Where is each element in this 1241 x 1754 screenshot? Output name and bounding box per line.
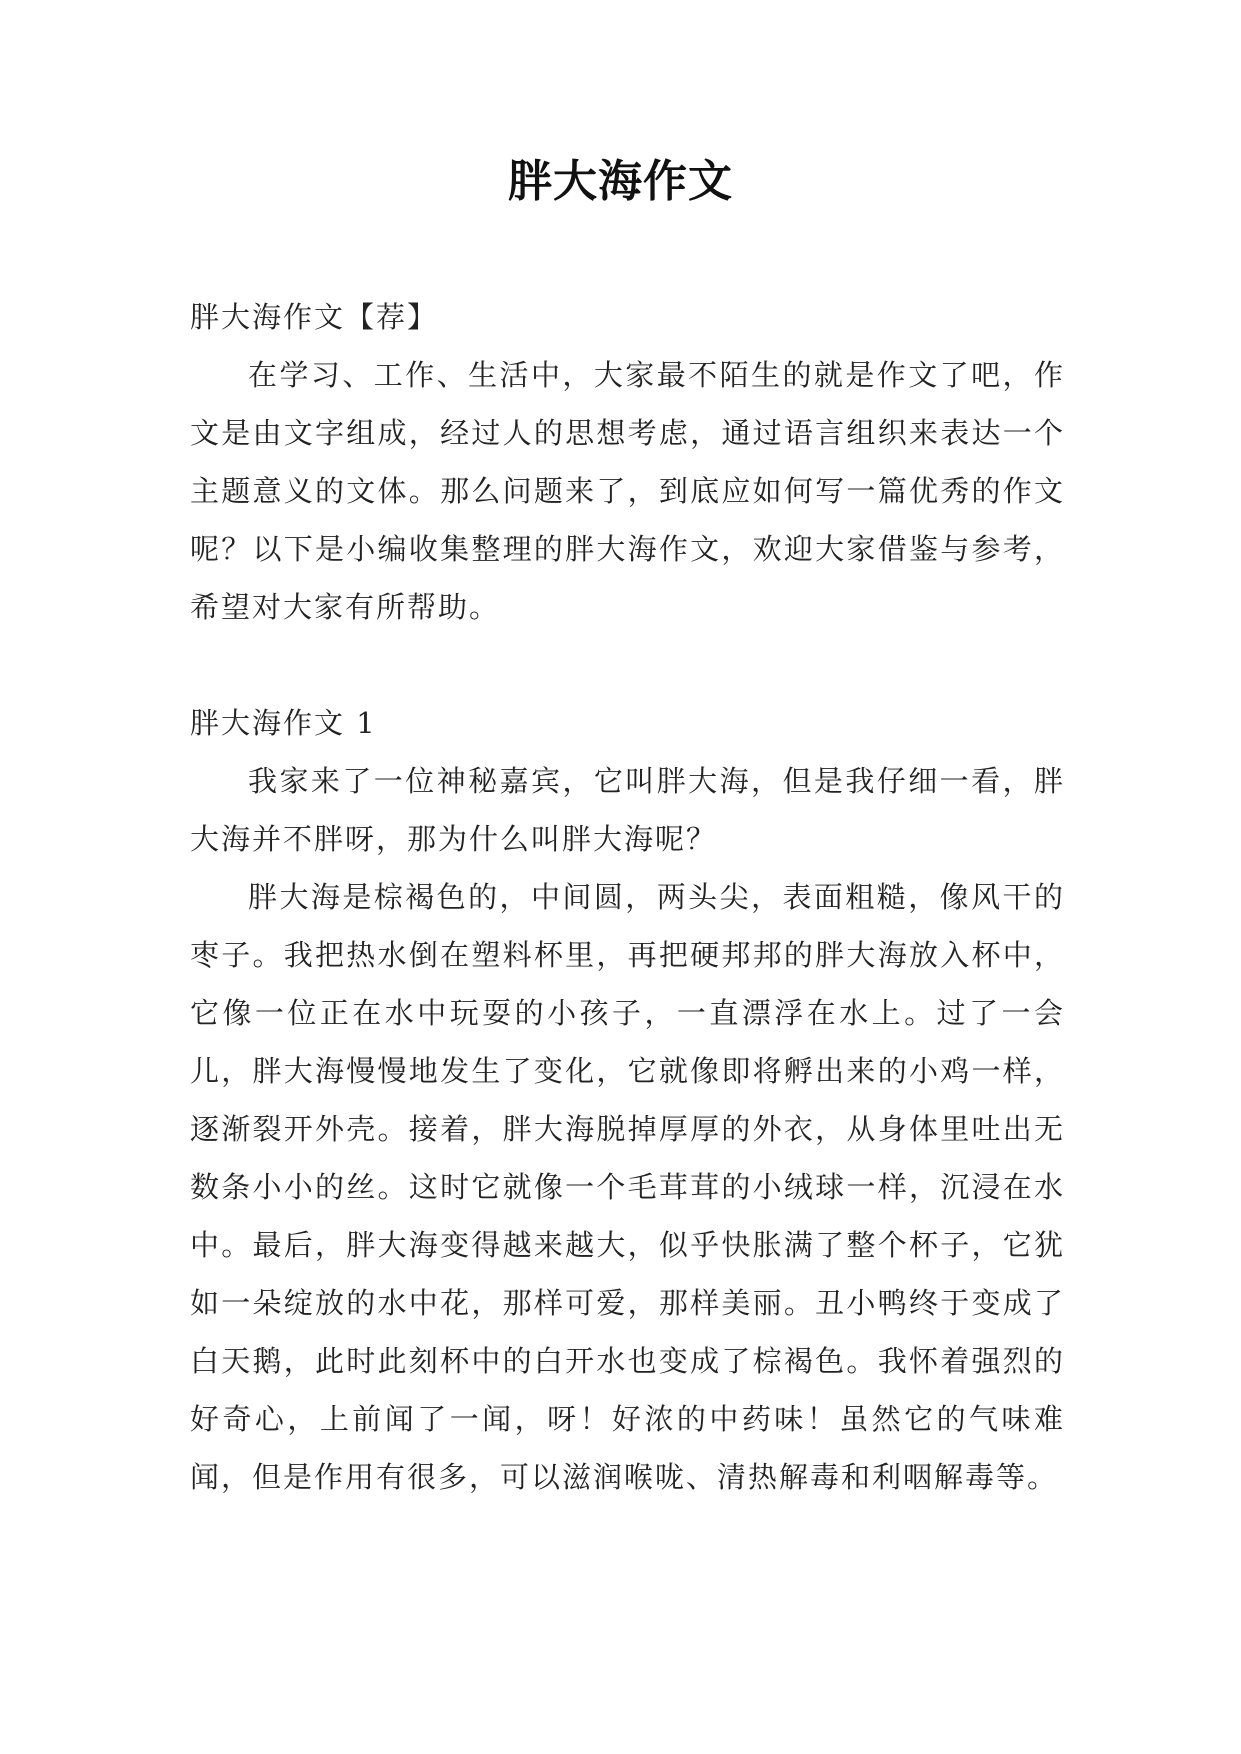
section-spacer bbox=[190, 636, 1065, 694]
essay-paragraph: 我家来了一位神秘嘉宾，它叫胖大海，但是我仔细一看，胖大海并不胖呀，那为什么叫胖大海呢？ bbox=[190, 764, 1065, 856]
essay-paragraph: 胖大海是棕褐色的，中间圆，两头尖，表面粗糙，像风干的枣子。我把热水倒在塑料杯里，再把硬邦邦的胖大海放入杯中，它像一位正在水中玩耍的小孩子，一直漂浮在水上。过了一会儿，胖大海慢慢地发生了变化，它就像即将孵出来的小鸡一样，逐渐裂开外壳。接着，胖大海脱掉厚厚的外衣，从身体里吐出无数条小小的丝。这时它就像一个毛茸茸的小绒球一样，沉浸在水中。最后，胖大海变得越来越大，似乎快胀满了整个杯子，它犹如一朵绽放的水中花，那样可爱，那样美丽。丑小鸭终于变成了白天鹅，此时此刻杯中的白开水也变成了棕褐色。我怀着强烈的好奇心，上前闻了一闻，呀！好浓的中药味！虽然它的气味难闻，但是作用有很多，可以滋润喉咙、清热解毒和利咽解毒等。 bbox=[190, 880, 1065, 1494]
intro-heading: 胖大海作文【荐】 bbox=[190, 300, 439, 334]
document-body bbox=[190, 288, 1065, 1506]
intro-paragraph: 在学习、工作、生活中，大家最不陌生的就是作文了吧，作文是由文字组成，经过人的思想考虑，通过语言组织来表达一个主题意义的文体。那么问题来了，到底应如何写一篇优秀的作文呢？以下是小编收集整理的胖大海作文，欢迎大家借鉴与参考，希望对大家有所帮助。 bbox=[190, 358, 1065, 624]
essay-heading: 胖大海作文 1 bbox=[190, 706, 377, 740]
page-title: 胖大海作文 bbox=[508, 156, 733, 207]
